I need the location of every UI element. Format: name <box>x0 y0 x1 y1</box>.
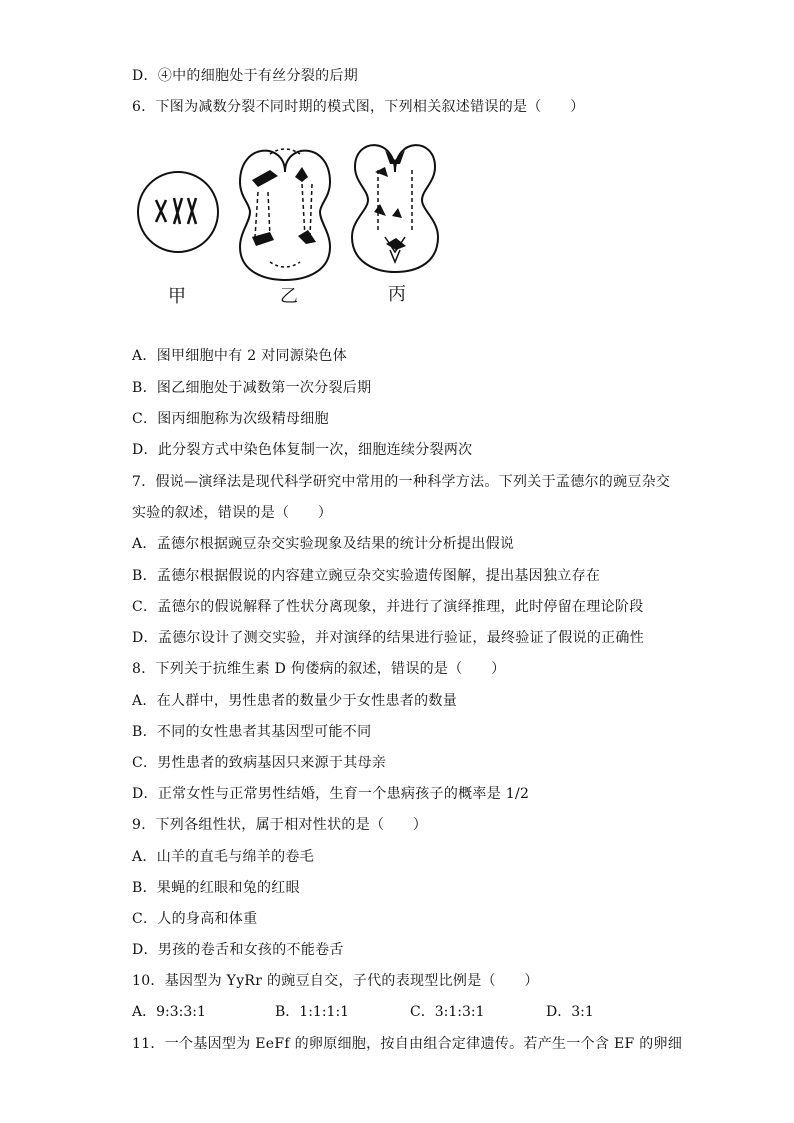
q6-option-d: D．此分裂方式中染色体复制一次，细胞连续分裂两次 <box>132 442 473 458</box>
q10-stem: 10．基因型为 YyRr 的豌豆自交，子代的表现型比例是（ ） <box>132 973 539 989</box>
q10-option-a: A．9:3:3:1 <box>132 1004 206 1020</box>
figure-label-bing: 丙 <box>388 284 406 305</box>
q9-option-d: D．男孩的卷舌和女孩的不能卷舌 <box>132 942 344 958</box>
figure-label-jia: 甲 <box>168 286 186 307</box>
q6-option-b: B．图乙细胞处于减数第一次分裂后期 <box>132 380 372 396</box>
q8-option-b: B．不同的女性患者其基因型可能不同 <box>132 724 372 740</box>
meiosis-figure <box>130 132 460 322</box>
figure-label-yi: 乙 <box>280 286 298 307</box>
q9-option-c: C．人的身高和体重 <box>132 911 258 927</box>
chromosomes-bing <box>374 150 406 250</box>
cell-yi <box>240 151 330 280</box>
q7-stem-line2: 实验的叙述，错误的是（ ） <box>132 505 333 521</box>
q10-option-d: D．3:1 <box>546 1004 594 1020</box>
q6-option-a: A．图甲细胞中有 2 对同源染色体 <box>132 348 348 364</box>
q10-option-c: C．3:1:3:1 <box>410 1004 485 1020</box>
chromosomes-jia <box>156 198 196 224</box>
chromosomes-yi <box>252 167 316 246</box>
q8-option-a: A．在人群中，男性患者的数量少于女性患者的数量 <box>132 693 458 709</box>
q7-option-c: C．孟德尔的假说解释了性状分离现象，并进行了演绎推理，此时停留在理论阶段 <box>132 599 644 615</box>
q11-stem: 11．一个基因型为 EeFf 的卵原细胞，按自由组合定律遗传。若产生一个含 EF 的卵细 <box>132 1036 683 1052</box>
q7-option-a: A．孟德尔根据豌豆杂交实验现象及结果的统计分析提出假说 <box>132 536 515 552</box>
q9-option-b: B．果蝇的红眼和兔的红眼 <box>132 880 300 896</box>
q6-option-c: C．图丙细胞称为次级精母细胞 <box>132 411 329 427</box>
q9-stem: 9．下列各组性状，属于相对性状的是（ ） <box>132 817 428 833</box>
q9-option-a: A．山羊的直毛与绵羊的卷毛 <box>132 849 315 865</box>
q5-option-d: D．④中的细胞处于有丝分裂的后期 <box>132 68 359 84</box>
q10-option-b: B．1:1:1:1 <box>275 1004 350 1020</box>
q7-option-b: B．孟德尔根据假说的内容建立豌豆杂交实验遗传图解，提出基因独立存在 <box>132 568 601 584</box>
q8-option-d: D．正常女性与正常男性结婚，生育一个患病孩子的概率是 1/2 <box>132 786 530 802</box>
q8-option-c: C．男性患者的致病基因只来源于其母亲 <box>132 755 387 771</box>
q7-stem-line1: 7．假说—演绎法是现代科学研究中常用的一种科学方法。下列关于孟德尔的豌豆杂交 <box>132 474 671 490</box>
q7-option-d: D．孟德尔设计了测交实验，并对演绎的结果进行验证，最终验证了假说的正确性 <box>132 630 645 646</box>
q6-stem: 6．下图为减数分裂不同时期的模式图，下列相关叙述错误的是（ ） <box>132 99 585 115</box>
q8-stem: 8．下列关于抗维生素 D 佝偻病的叙述，错误的是（ ） <box>132 661 506 677</box>
